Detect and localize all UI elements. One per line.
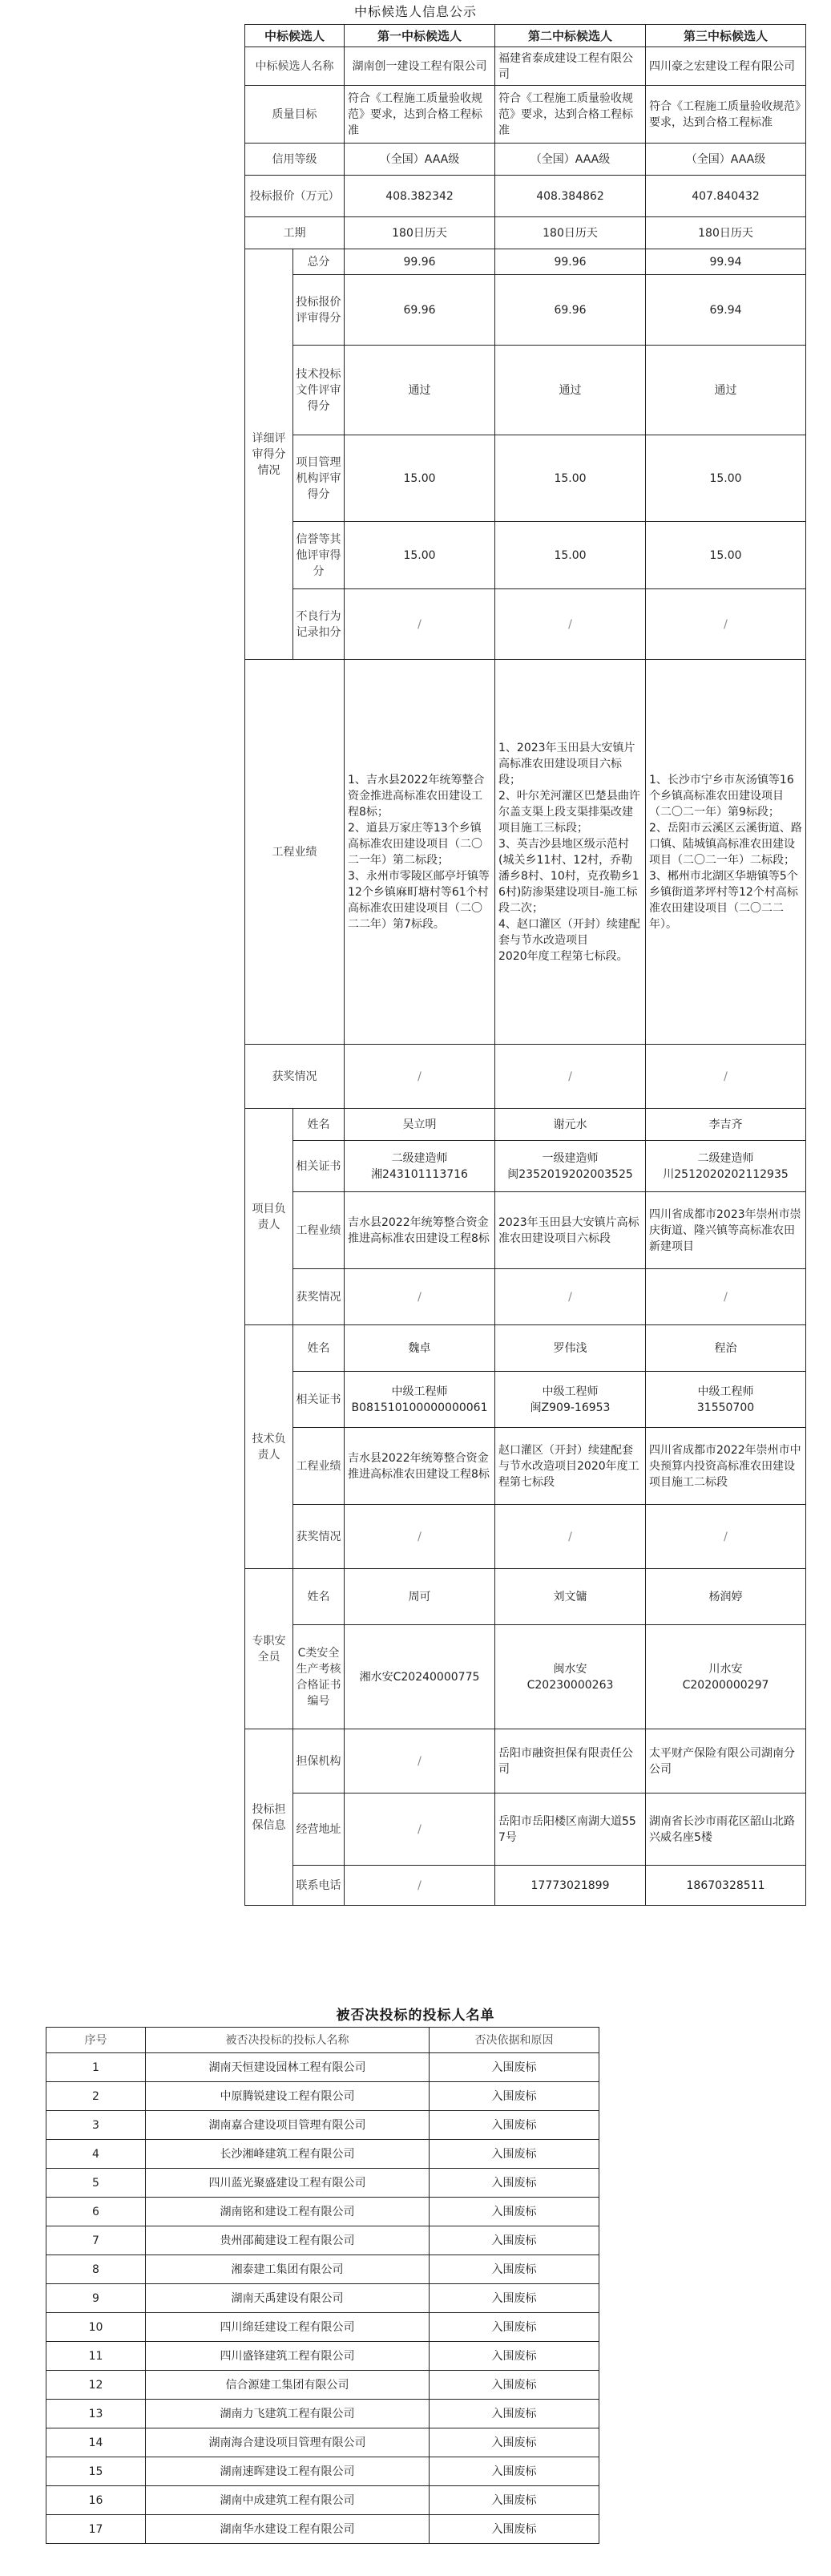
score-value: 69.96: [345, 275, 495, 346]
bidder-name: 湖南中成建筑工程有限公司: [146, 2486, 430, 2515]
score-value: 99.94: [646, 249, 806, 275]
credit-value: （全国）AAA级: [646, 144, 806, 176]
table-row: [46, 2053, 599, 2082]
score-value: 69.94: [646, 275, 806, 346]
score-value: 15.00: [495, 435, 646, 522]
performance-value: 1、吉水县2022年统筹整合资金推进高标准农田建设工程8标； 2、道县万家庄等13个乡镇高标准农田建设项目（二〇二一年）第二标段； 3、永州市零陵区邮亭圩镇等12个乡镇麻町塘村等61个村高标准农田建设项目（二〇二二年）第7标段。: [345, 660, 495, 1045]
row-label: 工程业绩: [293, 1428, 345, 1505]
candidate-name: 四川豪之宏建设工程有限公司: [646, 47, 806, 86]
candidate-name: 福建省泰成建设工程有限公司: [495, 47, 646, 86]
names-row: [245, 47, 806, 86]
rejection-reason: 入围废标: [430, 2169, 599, 2198]
group-label: 技术负责人: [245, 1325, 293, 1569]
pm-value: 二级建造师 川2512020202112935: [646, 1141, 806, 1192]
score-row: [245, 275, 806, 346]
group-label: 专职安全员: [245, 1569, 293, 1729]
table-row: [46, 2111, 599, 2140]
bidder-name: 中原腾锐建设工程有限公司: [146, 2082, 430, 2111]
quality-value: 符合《工程施工质量验收规范》要求，达到合格工程标准: [495, 86, 646, 144]
rejected-list-title: 被否决投标的投标人名单: [336, 2008, 495, 2024]
row-label: 经营地址: [293, 1793, 345, 1866]
guarantee-value: 湖南省长沙市雨花区韶山北路兴威名座5楼: [646, 1793, 806, 1866]
pm-value: 一级建造师 闽2352019202003525: [495, 1141, 646, 1192]
score-row: [245, 249, 806, 275]
row-number: 2: [46, 2082, 146, 2111]
row-label: 工期: [245, 217, 345, 249]
score-value: 15.00: [495, 522, 646, 589]
row-number: 15: [46, 2457, 146, 2486]
row-label: 总分: [293, 249, 345, 275]
quality-row: [245, 86, 806, 144]
row-label: 相关证书: [293, 1372, 345, 1428]
rejection-reason: 入围废标: [430, 2457, 599, 2486]
table-row: [46, 2140, 599, 2169]
bidder-name: 长沙湘峰建筑工程有限公司: [146, 2140, 430, 2169]
bidder-name: 湖南天禹建设有限公司: [146, 2284, 430, 2313]
score-value: 69.96: [495, 275, 646, 346]
score-value: 15.00: [646, 435, 806, 522]
pm-value: 吉水县2022年统筹整合资金推进高标准农田建设工程8标: [345, 1192, 495, 1269]
row-label: 姓名: [293, 1109, 345, 1141]
page-title: 中标候选人信息公示: [353, 4, 477, 19]
guarantee-value: /: [345, 1729, 495, 1793]
guarantee-value: 太平财产保险有限公司湖南分公司: [646, 1729, 806, 1793]
table-row: [46, 2284, 599, 2313]
pm-row: [245, 1192, 806, 1269]
rejection-reason: 入围废标: [430, 2486, 599, 2515]
performance-value: 1、长沙市宁乡市灰汤镇等16个乡镇高标准农田建设项目（二〇二一年）第9标段； 2、岳阳市云溪区云溪街道、路口镇、陆城镇高标准农田建设项目（二〇二一年）二标段； 3、郴州市北湖区华塘镇等5个乡镇街道茅坪村等12个村高标准农田建设项目（二〇二二年）。: [646, 660, 806, 1045]
table-row: [46, 2457, 599, 2486]
credit-row: [245, 144, 806, 176]
tech-value: 四川省成都市2022年崇州市中央预算内投资高标准农田建设项目施工二标段: [646, 1428, 806, 1505]
score-value: 15.00: [646, 522, 806, 589]
safety-value: 刘文镛: [495, 1569, 646, 1625]
header-cell: 序号: [46, 2028, 146, 2053]
row-label: 工程业绩: [245, 660, 345, 1045]
group-label: 项目负责人: [245, 1109, 293, 1325]
score-value: 15.00: [345, 435, 495, 522]
bidder-name: 四川蓝光聚盛建设工程有限公司: [146, 2169, 430, 2198]
bidder-name: 四川盛锋建筑工程有限公司: [146, 2342, 430, 2371]
bidder-name: 湖南华水建设工程有限公司: [146, 2515, 430, 2544]
quality-value: 符合《工程施工质量验收规范》要求，达到合格工程标准: [646, 86, 806, 144]
table-row: [46, 2486, 599, 2515]
table-row: [46, 2169, 599, 2198]
pm-value: /: [345, 1269, 495, 1325]
rejection-reason: 入围废标: [430, 2515, 599, 2544]
row-number: 8: [46, 2255, 146, 2284]
tech-value: 罗伟浅: [495, 1325, 646, 1372]
rejection-reason: 入围废标: [430, 2111, 599, 2140]
score-row: [245, 522, 806, 589]
rejection-reason: 入围废标: [430, 2284, 599, 2313]
award-value: /: [646, 1045, 806, 1109]
period-value: 180日历天: [345, 217, 495, 249]
pm-value: 李吉齐: [646, 1109, 806, 1141]
rejection-reason: 入围废标: [430, 2313, 599, 2342]
rejection-reason: 入围废标: [430, 2082, 599, 2111]
row-number: 4: [46, 2140, 146, 2169]
group-label: 投标担保信息: [245, 1729, 293, 1906]
row-label: C类安全生产考核合格证书编号: [293, 1625, 345, 1729]
tech-row: [245, 1505, 806, 1569]
row-number: 9: [46, 2284, 146, 2313]
row-number: 1: [46, 2053, 146, 2082]
table-row: [46, 2313, 599, 2342]
table-row: [46, 2515, 599, 2544]
table-row: [46, 2198, 599, 2226]
score-row: [245, 589, 806, 660]
row-label: 姓名: [293, 1325, 345, 1372]
row-label: 担保机构: [293, 1729, 345, 1793]
guarantee-row: [245, 1866, 806, 1906]
award-row: [245, 1045, 806, 1109]
safety-value: 杨润婷: [646, 1569, 806, 1625]
guarantee-value: 17773021899: [495, 1866, 646, 1906]
bidder-name: 四川绵廷建设工程有限公司: [146, 2313, 430, 2342]
row-label: 联系电话: [293, 1866, 345, 1906]
bidder-name: 湖南天恒建设园林工程有限公司: [146, 2053, 430, 2082]
header-cell: 第三中标候选人: [646, 25, 806, 47]
pm-value: 四川省成都市2023年崇州市崇庆街道、隆兴镇等高标准农田新建项目: [646, 1192, 806, 1269]
row-label: 获奖情况: [245, 1045, 345, 1109]
credit-value: （全国）AAA级: [345, 144, 495, 176]
safety-value: 周可: [345, 1569, 495, 1625]
bidder-name: 湖南嘉合建设项目管理有限公司: [146, 2111, 430, 2140]
pm-value: 吴立明: [345, 1109, 495, 1141]
tech-value: 中级工程师 B081510100000000061: [345, 1372, 495, 1428]
price-value: 408.384862: [495, 176, 646, 217]
tech-value: /: [646, 1505, 806, 1569]
score-value: /: [495, 589, 646, 660]
row-number: 17: [46, 2515, 146, 2544]
score-value: 99.96: [345, 249, 495, 275]
bidder-name: 贵州邵蔺建设工程有限公司: [146, 2226, 430, 2255]
header-cell: 否决依据和原因: [430, 2028, 599, 2053]
row-number: 12: [46, 2371, 146, 2400]
tech-value: 魏卓: [345, 1325, 495, 1372]
score-value: /: [646, 589, 806, 660]
row-label: 相关证书: [293, 1141, 345, 1192]
table-row: [46, 2428, 599, 2457]
tech-value: 中级工程师 31550700: [646, 1372, 806, 1428]
tech-row: [245, 1372, 806, 1428]
period-value: 180日历天: [646, 217, 806, 249]
quality-value: 符合《工程施工质量验收规范》要求，达到合格工程标准: [345, 86, 495, 144]
score-value: 15.00: [345, 522, 495, 589]
tech-value: /: [495, 1505, 646, 1569]
rejected-header-row: [46, 2028, 599, 2053]
tech-row: [245, 1325, 806, 1372]
guarantee-value: 岳阳市融资担保有限责任公司: [495, 1729, 646, 1793]
guarantee-value: /: [345, 1793, 495, 1866]
guarantee-row: [245, 1793, 806, 1866]
safety-value: 川水安 C20200000297: [646, 1625, 806, 1729]
period-row: [245, 217, 806, 249]
table-row: [46, 2400, 599, 2428]
bidder-name: 湖南海合建设项目管理有限公司: [146, 2428, 430, 2457]
rejection-reason: 入围废标: [430, 2140, 599, 2169]
bidder-name: 信合源建工集团有限公司: [146, 2371, 430, 2400]
safety-value: 闽水安 C20230000263: [495, 1625, 646, 1729]
guarantee-row: [245, 1729, 806, 1793]
row-label: 获奖情况: [293, 1505, 345, 1569]
row-label: 信用等级: [245, 144, 345, 176]
row-number: 14: [46, 2428, 146, 2457]
score-value: 通过: [345, 346, 495, 435]
row-number: 7: [46, 2226, 146, 2255]
pm-value: 二级建造师 湘243101113716: [345, 1141, 495, 1192]
row-number: 5: [46, 2169, 146, 2198]
header-cell: 被否决投标的投标人名称: [146, 2028, 430, 2053]
candidate-info-table: [244, 24, 806, 1906]
performance-value: 1、2023年玉田县大安镇片高标准农田建设项目六标段； 2、叶尔羌河灌区巴楚县曲许尔盖支渠上段支渠排渠改建项目施工三标段； 3、英吉沙县地区级示范村(城关乡11村、12村，乔勒潘乡8村、10村，克孜勒乡16村)防渗渠建设项目-施工标段二次； 4、赵口灌区（开封）续建配套与节水改造项目 2020年度工程第七标段。: [495, 660, 646, 1045]
tech-value: 中级工程师 闽Z909-16953: [495, 1372, 646, 1428]
rejection-reason: 入围废标: [430, 2226, 599, 2255]
credit-value: （全国）AAA级: [495, 144, 646, 176]
row-label: 项目管理机构评审得分: [293, 435, 345, 522]
row-label: 中标候选人名称: [245, 47, 345, 86]
header-cell: 第一中标候选人: [345, 25, 495, 47]
header-cell: 中标候选人: [245, 25, 345, 47]
score-value: 99.96: [495, 249, 646, 275]
row-number: 11: [46, 2342, 146, 2371]
tech-value: 赵口灌区（开封）续建配套与节水改造项目2020年度工程第七标段: [495, 1428, 646, 1505]
score-value: /: [345, 589, 495, 660]
tech-value: 程治: [646, 1325, 806, 1372]
group-label: 详细评审得分情况: [245, 249, 293, 660]
table-header-row: [245, 25, 806, 47]
award-value: /: [345, 1045, 495, 1109]
header-cell: 第二中标候选人: [495, 25, 646, 47]
guarantee-value: /: [345, 1866, 495, 1906]
score-row: [245, 435, 806, 522]
price-value: 408.382342: [345, 176, 495, 217]
row-label: 工程业绩: [293, 1192, 345, 1269]
tech-value: 吉水县2022年统筹整合资金推进高标准农田建设工程8标: [345, 1428, 495, 1505]
table-row: [46, 2371, 599, 2400]
period-value: 180日历天: [495, 217, 646, 249]
pm-value: 谢元水: [495, 1109, 646, 1141]
award-value: /: [495, 1045, 646, 1109]
table-row: [46, 2226, 599, 2255]
row-number: 16: [46, 2486, 146, 2515]
rejection-reason: 入围废标: [430, 2371, 599, 2400]
row-label: 信誉等其他评审得分: [293, 522, 345, 589]
score-row: [245, 346, 806, 435]
guarantee-value: 岳阳市岳阳楼区南湖大道557号: [495, 1793, 646, 1866]
score-value: 通过: [495, 346, 646, 435]
candidate-name: 湖南创一建设工程有限公司: [345, 47, 495, 86]
rejection-reason: 入围废标: [430, 2198, 599, 2226]
safety-value: 湘水安C20240000775: [345, 1625, 495, 1729]
score-value: 通过: [646, 346, 806, 435]
pm-row: [245, 1269, 806, 1325]
row-label: 投标报价（万元）: [245, 176, 345, 217]
bidder-name: 湖南速晖建设工程有限公司: [146, 2457, 430, 2486]
price-row: [245, 176, 806, 217]
bidder-name: 湖南力飞建筑工程有限公司: [146, 2400, 430, 2428]
rejection-reason: 入围废标: [430, 2255, 599, 2284]
row-label: 不良行为记录扣分: [293, 589, 345, 660]
rejection-reason: 入围废标: [430, 2342, 599, 2371]
performance-row: [245, 660, 806, 1045]
row-label: 获奖情况: [293, 1269, 345, 1325]
table-row: [46, 2342, 599, 2371]
row-label: 投标报价评审得分: [293, 275, 345, 346]
pm-value: 2023年玉田县大安镇片高标准农田建设项目六标段: [495, 1192, 646, 1269]
table-row: [46, 2255, 599, 2284]
pm-row: [245, 1109, 806, 1141]
row-label: 技术投标文件评审得分: [293, 346, 345, 435]
tech-row: [245, 1428, 806, 1505]
row-number: 10: [46, 2313, 146, 2342]
pm-value: /: [495, 1269, 646, 1325]
row-number: 13: [46, 2400, 146, 2428]
guarantee-value: 18670328511: [646, 1866, 806, 1906]
price-value: 407.840432: [646, 176, 806, 217]
row-label: 质量目标: [245, 86, 345, 144]
row-number: 6: [46, 2198, 146, 2226]
pm-row: [245, 1141, 806, 1192]
row-label: 姓名: [293, 1569, 345, 1625]
rejection-reason: 入围废标: [430, 2053, 599, 2082]
safety-row: [245, 1625, 806, 1729]
pm-value: /: [646, 1269, 806, 1325]
tech-value: /: [345, 1505, 495, 1569]
safety-row: [245, 1569, 806, 1625]
bidder-name: 湘泰建工集团有限公司: [146, 2255, 430, 2284]
rejection-reason: 入围废标: [430, 2400, 599, 2428]
rejection-reason: 入围废标: [430, 2428, 599, 2457]
table-row: [46, 2082, 599, 2111]
rejected-bidders-table: [46, 2027, 599, 2544]
row-number: 3: [46, 2111, 146, 2140]
bidder-name: 湖南铭和建设工程有限公司: [146, 2198, 430, 2226]
